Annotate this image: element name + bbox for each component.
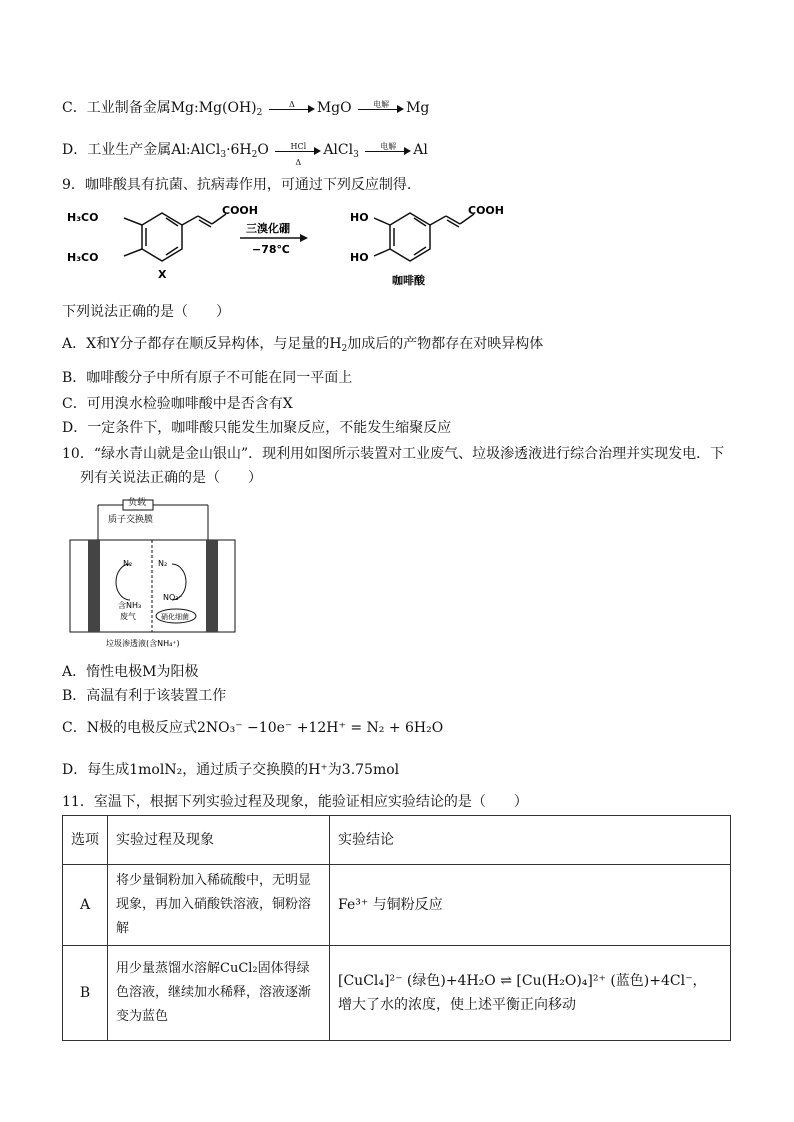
label-caffeic-acid: 咖啡酸 [392,274,425,287]
header-conclusion: 实验结论 [330,816,731,865]
q9-stem: 9．咖啡酸具有抗菌、抗病毒作用，可通过下列反应制得. [62,177,412,193]
q8-option-c: C．工业制备金属$Mg:Mg(OH)_2$ Δ MgO 电解 Mg [62,100,430,118]
arrow-head [300,234,308,242]
membrane-label: 质子交换膜 [108,515,154,525]
table-header-row [63,816,731,865]
option-c-prefix: C．工业制备金属 [62,100,171,116]
header-option: 选项 [63,816,108,865]
q10-option-d: D．每生成1molN₂，通过质子交换膜的H⁺为3.75mol [62,762,400,778]
reaction-arrow: Δ [269,101,315,115]
q9-option-b: B．咖啡酸分子中所有原子不可能在同一平面上 [62,370,353,386]
load-text: 负载 [128,498,147,508]
substituent-oh-2: HO [350,251,369,264]
substituent-ome-2: H₃CO [67,251,99,264]
q11-stem: 11．室温下，根据下列实验过程及现象，能验证相应实验结论的是（ ） [62,794,528,810]
q9-ask: 下列说法正确的是（ ） [62,304,230,320]
electrode-equation: 2NO₃⁻ −10e⁻ +12H⁺ = N₂ + 6H₂O [196,720,444,736]
substituent-ome-1: H₃CO [67,211,99,224]
leachate-label: 垃圾渗透液(含NH₄⁺) [106,639,180,648]
table-row: A 将少量铜粉加入稀硫酸中，无明显现象，再加入硝酸铁溶液，铜粉溶解 Fe³⁺ 与铜粉反应 [63,865,731,946]
reaction-arrow: HCl Δ [275,143,321,157]
q10-option-a: A．惰性电极M为阳极 [62,664,199,680]
caffeic-acid-scheme [62,198,542,298]
reaction-arrow: 电解 [365,143,411,157]
reagent-label: 三溴化硼 [246,222,290,235]
bacteria-label: 硝化细菌 [161,613,189,621]
q10-stem-1: 10．“绿水青山就是金山银山”．现利用如图所示装置对工业废气、垃圾渗透液进行综合治理并实现发电．下 [62,446,725,462]
gas-label-2: 废气 [120,612,136,621]
benzene-ring-product [390,213,430,261]
q9-option-c: C．可用溴水检验咖啡酸中是否含有X [62,396,293,412]
q9-option-a: A．X和Y分子都存在顺反异构体，与足量的$H_2$加成后的产物都存在对映异构体 [62,336,544,354]
electrode-m [88,540,100,632]
electrode-n [206,540,218,632]
n2-right: N₂ [158,559,168,568]
q10-stem-2: 列有关说法正确的是（ ） [80,470,262,486]
experiment-table [62,815,731,1041]
cooh-product: COOH [468,204,504,217]
q9-option-d: D．一定条件下，咖啡酸只能发生加聚反应，不能发生缩聚反应 [62,420,452,436]
n2-left: N₂ [123,559,133,568]
q10-option-c: C．N极的电极反应式2NO₃⁻ −10e⁻ +12H⁺ = N₂ + 6H₂O [62,720,444,736]
benzene-ring-x [142,213,182,261]
q8-option-d: D．工业生产金属$Al:AlCl_3\cdot 6H_2O$ HCl Δ AlCl$_3$ 电解 Al [62,142,428,167]
label-x: X [158,268,167,281]
reaction-arrow: 电解 [358,101,404,115]
nitrate-label: NO₃⁻ [163,593,183,602]
equilibrium-equation: [CuCl₄]²⁻ (绿色)+4H₂O ⇌ [Cu(H₂O)₄]²⁺ (蓝色)+4Cl⁻， [338,973,707,989]
gas-label-1: 含NH₃ [118,601,142,610]
fuel-cell-diagram [68,496,238,654]
circulation-arrow-left [116,564,130,600]
header-process: 实验过程及现象 [108,816,330,865]
cooh-x: COOH [222,204,258,217]
substituent-oh-1: HO [350,211,369,224]
table-row: B 用少量蒸馏水溶解CuCl₂固体得绿色溶液，继续加水稀释，溶液逐渐变为蓝色 [CuCl₄]²⁻ (绿色)+4H₂O ⇌ [Cu(H₂O)₄]²⁺ (蓝色)+4Cl⁻， 增大了水的浓度，使上述平衡正向移动 [63,946,731,1041]
q10-option-b: B．高温有利于该装置工作 [62,688,227,704]
condition-label: −78℃ [252,243,290,256]
